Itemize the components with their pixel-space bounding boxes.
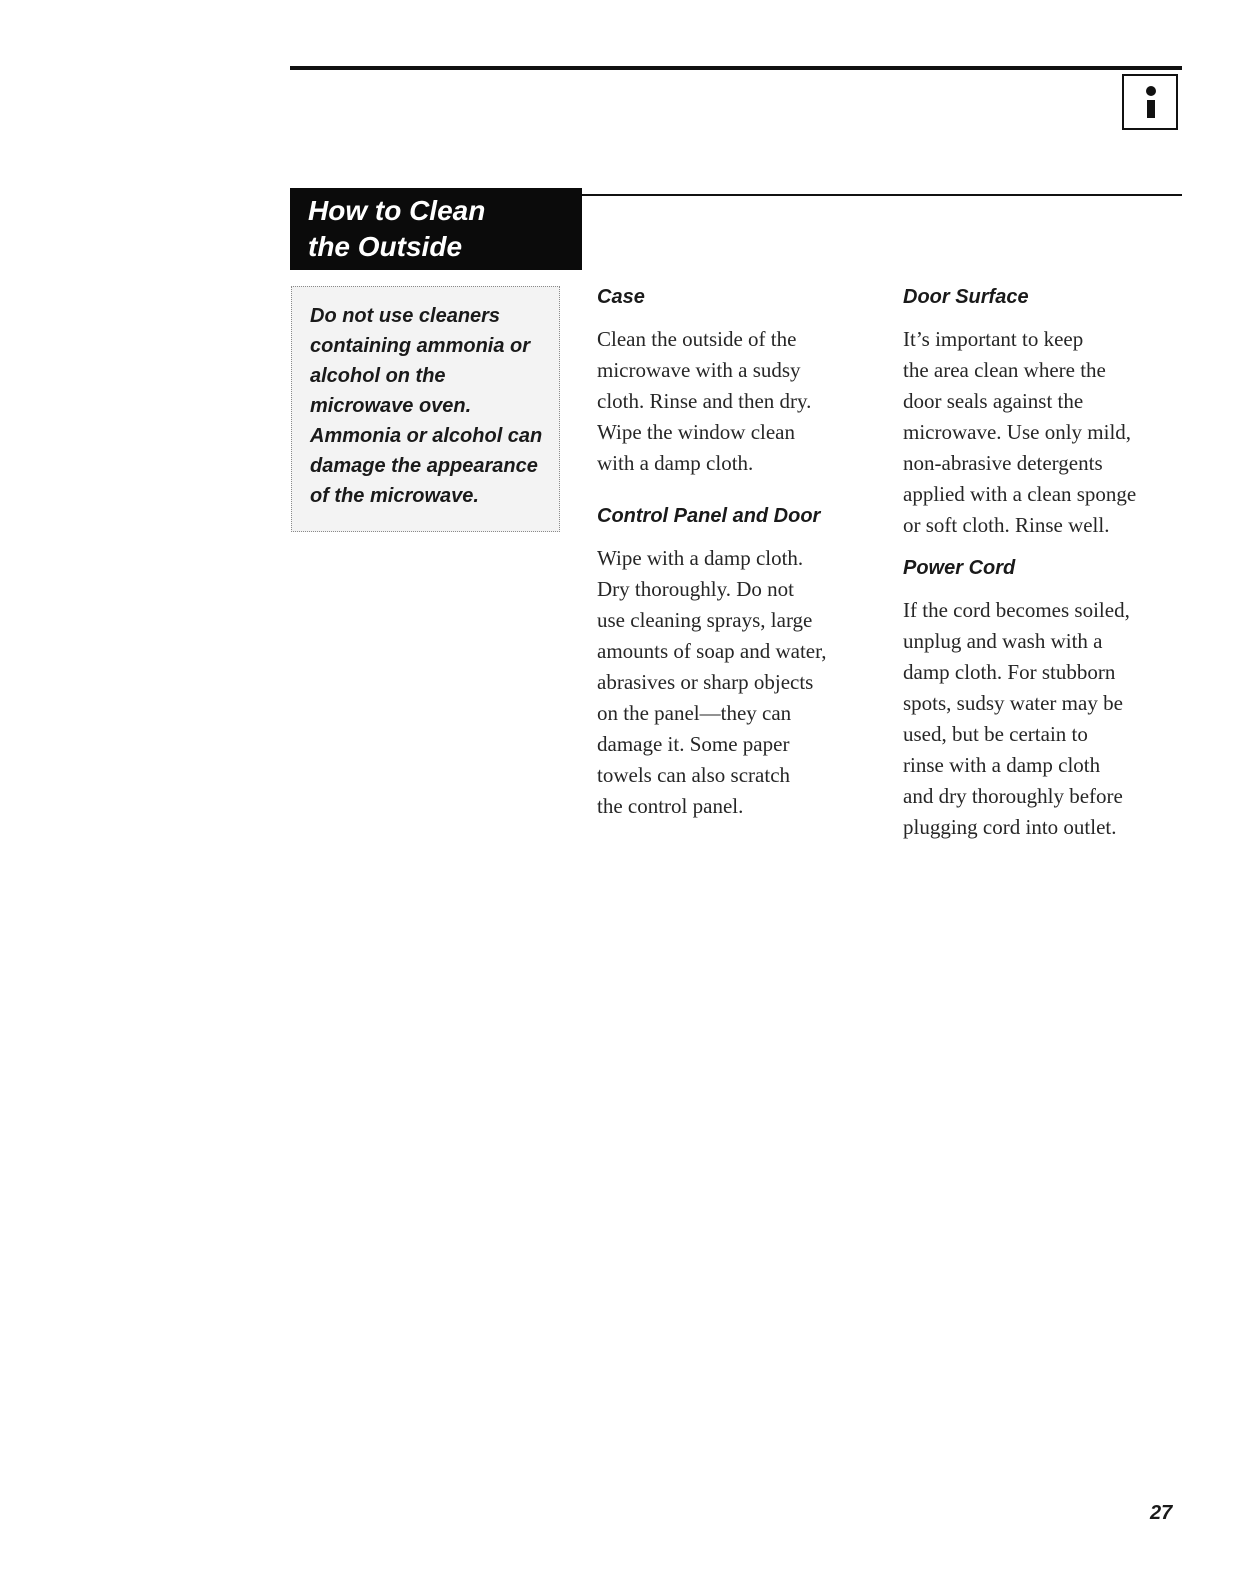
- door-surface-heading: Door Surface: [903, 286, 1029, 308]
- control-panel-line: the control panel.: [597, 794, 744, 818]
- control-panel-line: on the panel—they can: [597, 701, 792, 725]
- case-line: with a damp cloth.: [597, 451, 754, 475]
- case-heading: Case: [597, 286, 645, 308]
- power-cord-line: spots, sudsy water may be: [903, 691, 1123, 715]
- door-surface-line: or soft cloth. Rinse well.: [903, 513, 1110, 537]
- power-cord-line: unplug and wash with a: [903, 629, 1103, 653]
- section-title-line: How to Clean: [308, 195, 486, 226]
- case-line: Wipe the window clean: [597, 420, 796, 444]
- power-cord-paragraph: [903, 595, 1188, 843]
- warning-line: damage the appearance: [310, 455, 538, 477]
- control-panel-heading: Control Panel and Door: [597, 505, 821, 527]
- warning-line: of the microwave.: [310, 485, 479, 507]
- door-surface-line: It’s important to keep: [903, 327, 1084, 351]
- warning-box: [291, 286, 560, 532]
- warning-line: Ammonia or alcohol can: [310, 425, 543, 447]
- door-surface-paragraph: [903, 324, 1188, 541]
- warning-line: microwave oven.: [310, 395, 472, 417]
- power-cord-line: damp cloth. For stubborn: [903, 660, 1116, 684]
- case-line: microwave with a sudsy: [597, 358, 801, 382]
- info-icon: [1122, 74, 1178, 130]
- right-column: [903, 282, 1188, 843]
- info-icon-dot: [1146, 86, 1156, 96]
- control-panel-line: abrasives or sharp objects: [597, 670, 814, 694]
- power-cord-heading: Power Cord: [903, 557, 1016, 579]
- control-panel-line: Wipe with a damp cloth.: [597, 546, 804, 570]
- power-cord-line: If the cord becomes soiled,: [903, 598, 1130, 622]
- power-cord-line: used, but be certain to: [903, 722, 1088, 746]
- door-surface-line: non-abrasive detergents: [903, 451, 1103, 475]
- door-surface-line: door seals against the: [903, 389, 1084, 413]
- case-paragraph: [597, 324, 885, 479]
- control-panel-paragraph: [597, 543, 885, 822]
- section-rule: [582, 194, 1182, 196]
- case-line: Clean the outside of the: [597, 327, 797, 351]
- warning-line: alcohol on the: [310, 365, 446, 387]
- power-cord-line: rinse with a damp cloth: [903, 753, 1101, 777]
- top-rule: [290, 66, 1182, 70]
- warning-line: Do not use cleaners: [310, 305, 501, 327]
- door-surface-line: applied with a clean sponge: [903, 482, 1137, 506]
- door-surface-line: the area clean where the: [903, 358, 1106, 382]
- case-line: cloth. Rinse and then dry.: [597, 389, 812, 413]
- section-title-line: the Outside: [308, 231, 463, 262]
- warning-line: containing ammonia or: [310, 335, 531, 357]
- control-panel-line: towels can also scratch: [597, 763, 791, 787]
- info-icon-stem: [1147, 100, 1155, 118]
- power-cord-line: and dry thoroughly before: [903, 784, 1123, 808]
- door-surface-line: microwave. Use only mild,: [903, 420, 1132, 444]
- power-cord-line: plugging cord into outlet.: [903, 815, 1117, 839]
- control-panel-line: use cleaning sprays, large: [597, 608, 813, 632]
- control-panel-line: amounts of soap and water,: [597, 639, 827, 663]
- middle-column: [597, 282, 885, 822]
- page-number: 27: [1150, 1502, 1173, 1524]
- section-title: [290, 188, 582, 270]
- control-panel-line: damage it. Some paper: [597, 732, 790, 756]
- control-panel-line: Dry thoroughly. Do not: [597, 577, 794, 601]
